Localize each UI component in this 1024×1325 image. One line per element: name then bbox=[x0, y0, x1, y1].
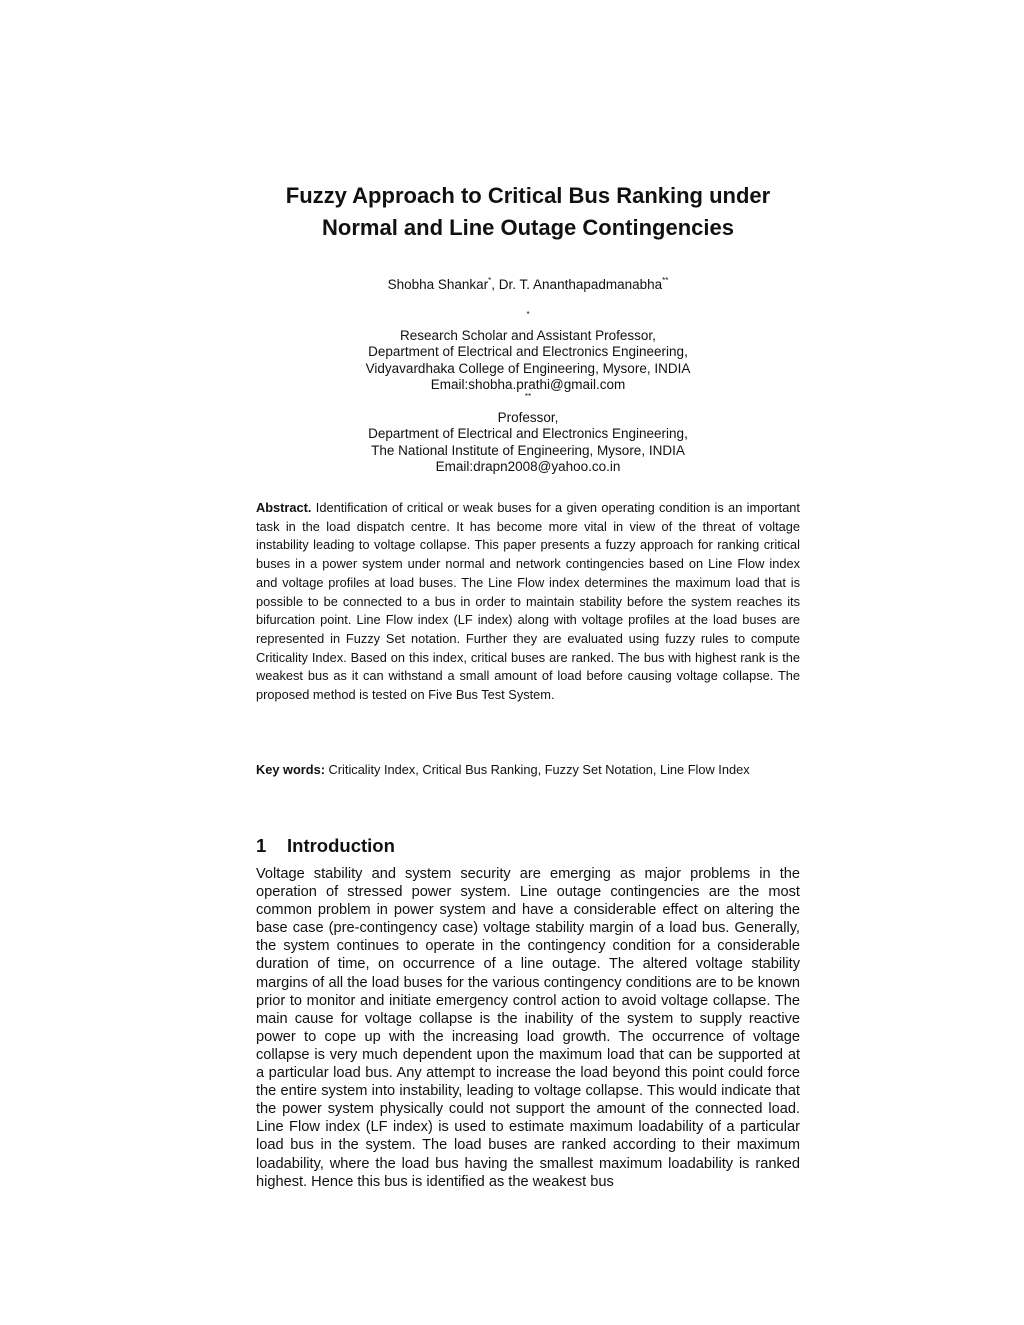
author-2: , Dr. T. Ananthapadmanabha bbox=[491, 277, 663, 292]
keywords-text: Criticality Index, Critical Bus Ranking, Fuzzy Set Notation, Line Flow Index bbox=[328, 762, 750, 777]
keywords bbox=[256, 760, 800, 779]
affiliation-1-mark: * bbox=[526, 310, 530, 319]
affiliation-2-line-2: Department of Electrical and Electronics Engineering, bbox=[368, 426, 688, 441]
affiliation-1-line-1: Research Scholar and Assistant Professor, bbox=[400, 327, 656, 343]
author-list bbox=[256, 276, 800, 294]
affiliation-1-email: Email:shobha.prathi@gmail.com bbox=[430, 377, 626, 392]
paper-title bbox=[256, 180, 800, 244]
affiliation-1-line-2: Department of Electrical and Electronics Engineering, bbox=[368, 344, 688, 359]
author-1: Shobha Shankar bbox=[387, 277, 489, 292]
title-line-1: Fuzzy Approach to Critical Bus Ranking under bbox=[285, 183, 771, 208]
author-2-mark: ** bbox=[662, 276, 669, 285]
section-title: Introduction bbox=[287, 835, 395, 856]
keywords-label: Key words: bbox=[256, 762, 325, 777]
abstract-label: Abstract. bbox=[256, 500, 312, 515]
section-number: 1 bbox=[256, 835, 267, 856]
author-1-mark: * bbox=[488, 276, 492, 285]
introduction-paragraph: Voltage stability and system security are emerging as major problems in the operation of stressed power system. Line outage contingencies are the most common problem in power system and have a considerable effect on altering the base case (pre-contingency case) voltage stability margin of a load bus. Generally, the system continues to operate in the contingency condition for a considerable duration of time, on occurrence of a line outage. The altered voltage stability margins of all the load buses for the various contingency conditions are to be known prior to monitor and initiate emergency control action to avoid voltage collapse. The main cause for voltage collapse is the inability of the system to supply reactive power to cope up with the increasing load growth. The occurrence of voltage collapse is very much dependent upon the maximum load that can be supported at a particular load bus. Any attempt to increase the load beyond this point could force the entire system into instability, leading to voltage collapse. This would indicate that the power system physically could not support the amount of the connected load. Line Flow index (LF index) is used to estimate maximum loadability of a particular load bus in the system. The load buses are ranked according to their maximum loadability, where the load bus having the smallest maximum loadability is ranked highest. Hence this bus is identified as the weakest bus bbox=[256, 866, 800, 1190]
affiliation-2 bbox=[256, 393, 800, 476]
affiliation-2-role bbox=[256, 393, 800, 426]
affiliation-1-line-3: Vidyavardhaka College of Engineering, Mysore, INDIA bbox=[365, 360, 691, 376]
affiliation-2-line-3: The National Institute of Engineering, Mysore, INDIA bbox=[371, 442, 685, 458]
affiliation-2-email: Email:drapn2008@yahoo.co.in bbox=[435, 459, 621, 474]
affiliation-1 bbox=[256, 311, 800, 394]
abstract bbox=[256, 499, 800, 705]
abstract-text: Identification of critical or weak buses for a given operating condition is an important task in the load dispatch centre. It has become more vital in view of the threat of voltage instability leading to voltage collapse. This paper presents a fuzzy approach for ranking critical buses in a power system under normal and network contingencies based on Line Flow index and voltage profiles at load buses. The Line Flow index determines the maximum load that is possible to be connected to a bus in order to maintain stability before the system reaches its bifurcation point. Line Flow index (LF index) along with voltage profiles at the load buses are represented in Fuzzy Set notation. Further they are evaluated using fuzzy rules to compute Criticality Index. Based on this index, critical buses are ranked. The bus with highest rank is the weakest bus as it can withstand a small amount of load before causing voltage collapse. The proposed method is tested on Five Bus Test System. bbox=[256, 500, 800, 703]
affiliation-2-mark: ** bbox=[524, 392, 532, 401]
title-line-2: Normal and Line Outage Contingencies bbox=[322, 215, 734, 240]
affiliation-2-line-1: Professor, bbox=[497, 409, 559, 425]
section-heading-introduction bbox=[256, 834, 395, 858]
affiliation-1-role bbox=[256, 311, 800, 344]
